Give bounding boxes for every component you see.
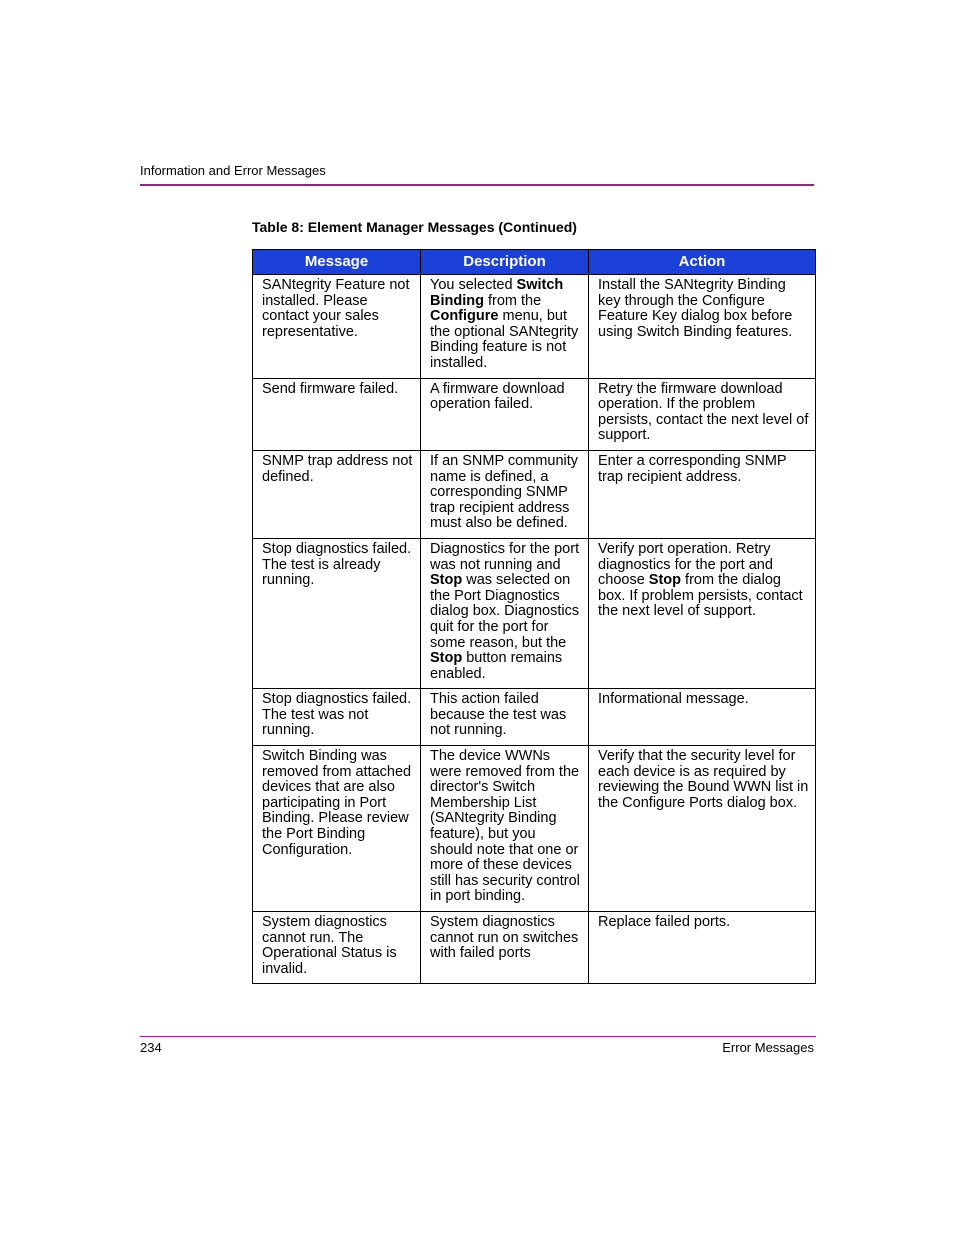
table-row [253,538,816,688]
description-text: A firmware download operation failed. [430,380,565,413]
description-text: Diagnostics for the port was not running and [430,540,580,573]
description-cell [421,275,589,379]
message-cell: Switch Binding was removed from attached devices that are also participating in Port Binding. Please review the Port Binding Configuration. [253,746,421,912]
ui-term: Switch Binding [430,277,564,309]
action-cell: Verify that the security level for each device is as required by reviewing the Bound WWN list in the Configure Ports dialog box. [589,746,816,912]
table-body [253,275,816,984]
action-cell: Informational message. [589,689,816,746]
page-number: 234 [140,1040,162,1055]
description-text: You selected [430,277,517,293]
description-text: menu, but the optional SANtegrity Binding feature is not installed. [430,308,579,371]
description-text: The device WWNs were removed from the director's Switch Membership List (SANtegrity Binding feature), but you should note that one or more of these devices still has security control in port binding. [430,748,580,905]
footer-section-title: Error Messages [722,1040,814,1055]
table-row [253,275,816,379]
header-rule [140,184,814,186]
table-title: Table 8: Element Manager Messages (Continued) [252,219,577,235]
action-text: Verify port operation. Retry diagnostics for the port and choose [598,540,773,589]
description-cell [421,746,589,912]
action-cell [589,538,816,688]
table-row [253,912,816,984]
column-header-message: Message [253,250,421,275]
description-text: was selected on the Port Diagnostics dialog box. Diagnostics quit for the port for some reason, but the [430,572,580,651]
table-header-row [253,250,816,275]
description-cell [421,450,589,538]
message-cell: Stop diagnostics failed. The test is already running. [253,538,421,688]
footer-rule [140,1036,816,1037]
message-cell: SANtegrity Feature not installed. Please contact your sales representative. [253,275,421,379]
column-header-action: Action [589,250,816,275]
description-cell [421,378,589,450]
action-text: from the dialog box. If problem persists, contact the next level of support. [598,572,803,620]
description-text: This action failed because the test was not running. [430,691,567,739]
action-cell: Install the SANtegrity Binding key through the Configure Feature Key dialog box before using Switch Binding features. [589,275,816,379]
table-row [253,746,816,912]
running-header: Information and Error Messages [140,163,326,178]
action-cell: Enter a corresponding SNMP trap recipient address. [589,450,816,538]
ui-term: Stop [648,572,682,589]
table-row [253,689,816,746]
ui-term: Configure [430,308,499,325]
message-cell: Stop diagnostics failed. The test was not running. [253,689,421,746]
description-cell [421,912,589,984]
action-cell: Replace failed ports. [589,912,816,984]
description-text: from the [483,292,542,309]
message-cell: System diagnostics cannot run. The Operational Status is invalid. [253,912,421,984]
messages-table [252,249,816,984]
description-text: button remains enabled. [430,650,563,682]
description-cell [421,538,589,688]
message-cell: SNMP trap address not defined. [253,450,421,538]
description-cell [421,689,589,746]
description-text: If an SNMP community name is defined, a corresponding SNMP trap recipient address must also be defined. [430,452,579,532]
action-cell: Retry the firmware download operation. If the problem persists, contact the next level of support. [589,378,816,450]
ui-term: Stop [430,650,463,667]
table-row [253,378,816,450]
column-header-description: Description [421,250,589,275]
ui-term: Stop [430,572,463,589]
description-text: System diagnostics cannot run on switches with failed ports [430,914,579,962]
table-row [253,450,816,538]
message-cell: Send firmware failed. [253,378,421,450]
